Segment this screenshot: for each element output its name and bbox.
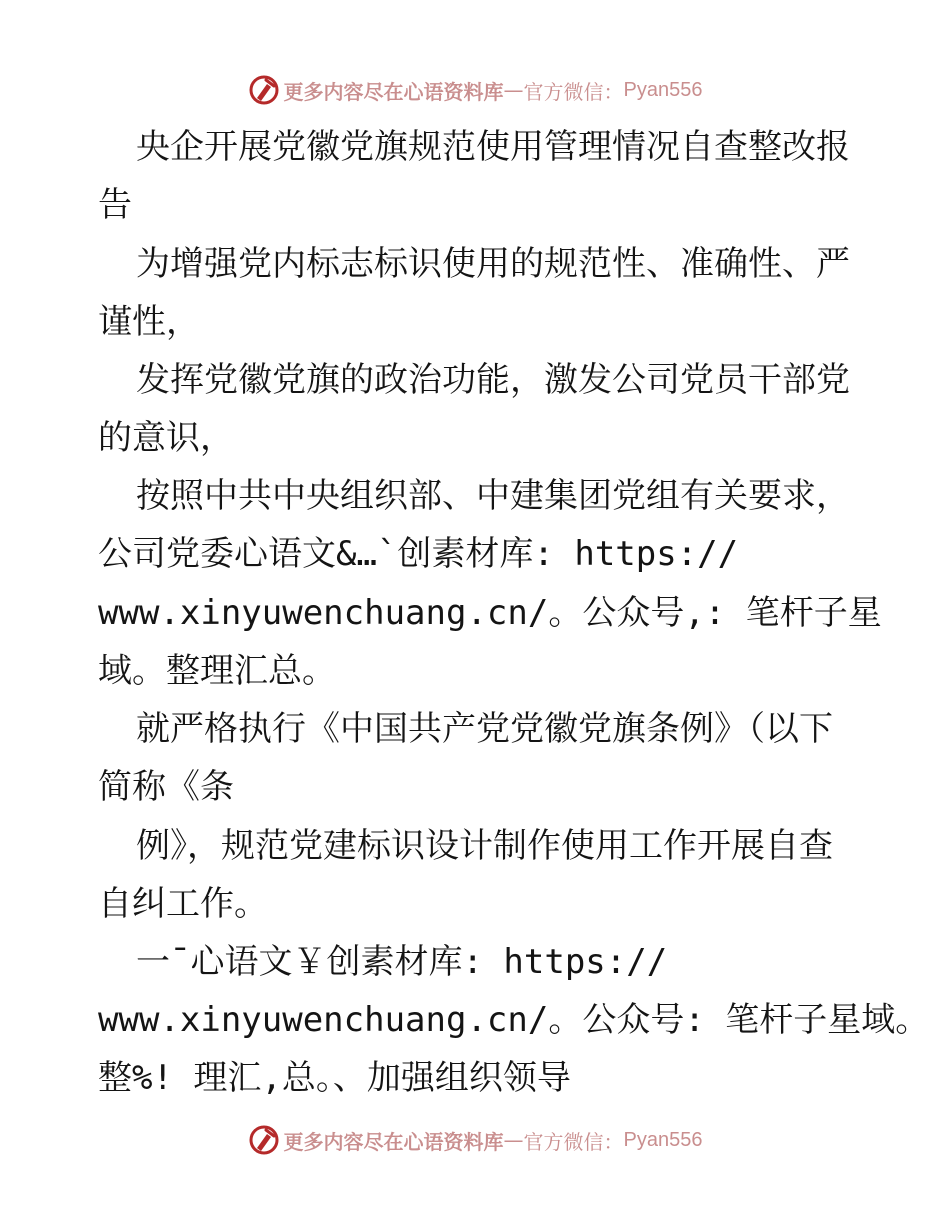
banner-dash: — bbox=[503, 78, 524, 102]
doc-line: www.xinyuwenchuang.cn/。公众号,: 笔杆子星 bbox=[98, 593, 882, 633]
doc-line: 公司党委心语文&…`创素材库: https:// bbox=[98, 534, 739, 574]
banner-wechat-label: 官方微信： bbox=[523, 79, 624, 104]
doc-line: www.xinyuwenchuang.cn/。公众号: 笔杆子星域。 bbox=[98, 1000, 930, 1040]
doc-line: 例》，规范党建标识设计制作使用工作开展自查 bbox=[136, 826, 833, 866]
doc-line: 谨性， bbox=[98, 302, 200, 342]
banner-dash: — bbox=[503, 1128, 524, 1152]
doc-line: 为增强党内标志标识使用的规范性、准确性、严 bbox=[136, 244, 850, 284]
doc-line-title-cont: 告 bbox=[98, 185, 132, 225]
doc-line: 就严格执行《中国共产党党徽党旗条例》（以下 bbox=[136, 709, 833, 749]
banner-title: 更多内容尽在心语资料库 bbox=[283, 1129, 504, 1154]
banner-wechat-id: Pyan556 bbox=[623, 1128, 703, 1151]
doc-line: 的意识， bbox=[98, 418, 234, 458]
doc-line: 简称《条 bbox=[98, 767, 234, 807]
doc-line: 域。整理汇总。 bbox=[98, 651, 336, 691]
pen-nib-logo-icon bbox=[248, 1124, 280, 1156]
banner-title: 更多内容尽在心语资料库 bbox=[283, 79, 504, 104]
banner-wechat-label: 官方微信： bbox=[523, 1129, 624, 1154]
footer-watermark-banner bbox=[0, 1120, 950, 1160]
pen-nib-logo-icon bbox=[248, 74, 280, 106]
header-watermark-banner bbox=[0, 70, 950, 110]
banner-wechat-id: Pyan556 bbox=[623, 78, 703, 101]
doc-line: 自纠工作。 bbox=[98, 884, 268, 924]
doc-line: 发挥党徽党旗的政治功能，激发公司党员干部党 bbox=[136, 360, 850, 400]
doc-line: 整%! 理汇,总。、加强组织领导 bbox=[98, 1058, 571, 1098]
doc-line: 一¯心语文￥创素材库: https:// bbox=[136, 942, 668, 982]
doc-line: 按照中共中央组织部、中建集团党组有关要求， bbox=[136, 476, 850, 516]
doc-line-title: 央企开展党徽党旗规范使用管理情况自查整改报 bbox=[136, 127, 850, 167]
